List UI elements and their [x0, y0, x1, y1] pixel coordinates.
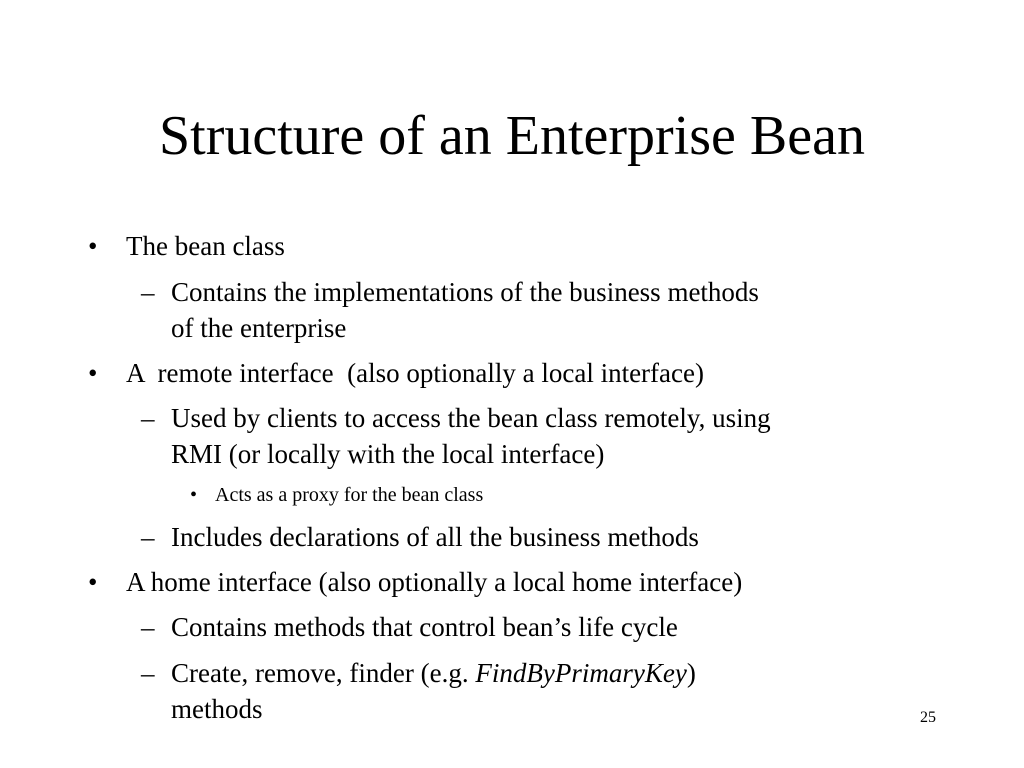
- sub-bullet-implementations-line1: Contains the implementations of the business methods: [171, 277, 759, 307]
- bullet-marker: •: [88, 567, 98, 597]
- slide-title: Structure of an Enterprise Bean: [159, 105, 865, 167]
- sub-sub-bullet-proxy: Acts as a proxy for the bean class: [215, 484, 484, 506]
- dash-marker: –: [141, 403, 155, 433]
- slide-number: 25: [920, 709, 936, 726]
- sub-bullet-create-remove-finder-line2: methods: [171, 694, 263, 724]
- bullet-home-interface: A home interface (also optionally a local home interface): [126, 567, 743, 597]
- finder-text-before: Create, remove, finder (e.g.: [171, 658, 476, 688]
- sub-bullet-used-by-clients-line1: Used by clients to access the bean class remotely, using: [171, 403, 771, 433]
- bullet-marker: •: [88, 231, 98, 261]
- sub-bullet-declarations: Includes declarations of all the business methods: [171, 522, 699, 552]
- sub-bullet-used-by-clients-line2: RMI (or locally with the local interface): [171, 439, 605, 469]
- bullet-remote-interface: A remote interface (also optionally a local interface): [126, 358, 704, 388]
- dash-marker: –: [141, 612, 155, 642]
- bullet-the-bean-class: The bean class: [126, 231, 285, 261]
- dash-marker: –: [141, 658, 155, 688]
- sub-bullet-implementations-line2: of the enterprise: [171, 313, 347, 343]
- dash-marker: –: [141, 522, 155, 552]
- finder-method-name: FindByPrimaryKey: [475, 658, 687, 688]
- sub-bullet-create-remove-finder: [171, 655, 696, 691]
- dash-marker: –: [141, 277, 155, 307]
- bullet-marker-small: •: [190, 484, 198, 506]
- finder-text-after: ): [686, 658, 696, 688]
- bullet-marker: •: [88, 358, 98, 388]
- sub-bullet-life-cycle: Contains methods that control bean’s life cycle: [171, 612, 678, 642]
